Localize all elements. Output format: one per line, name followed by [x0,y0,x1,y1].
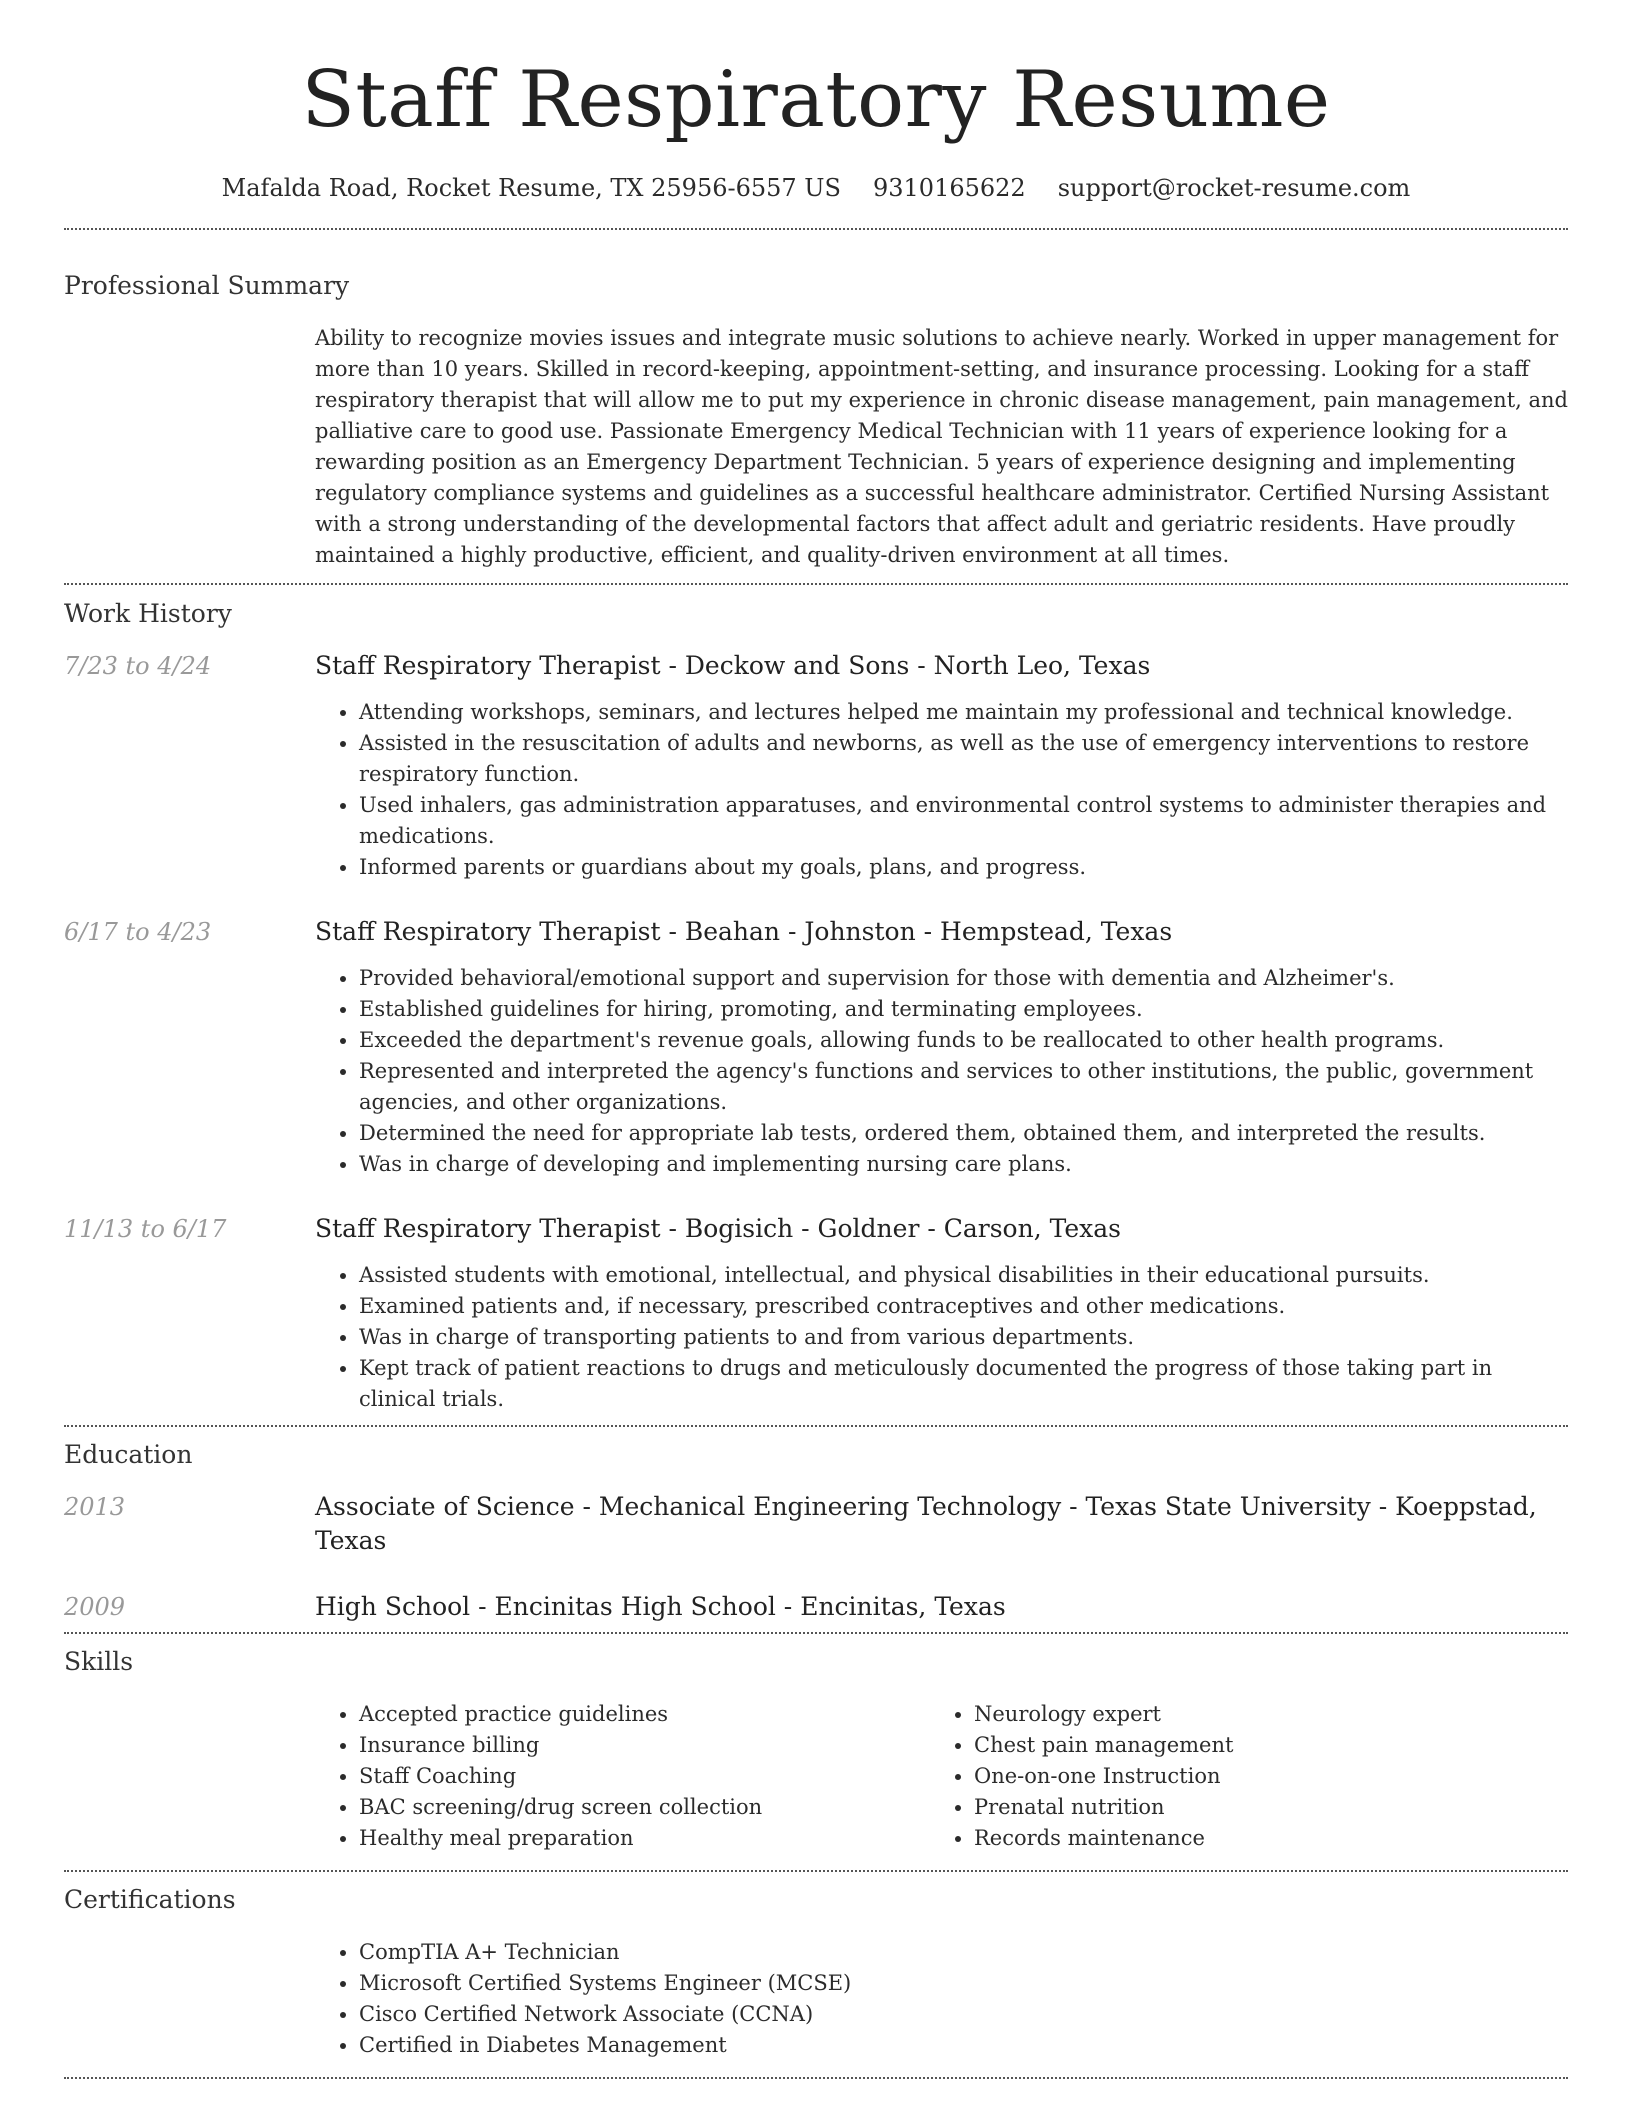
resume-title: Staff Respiratory Resume [301,55,1331,145]
job-bullet: • Kept track of patient reactions to drugs and meticulously documented the progress of those taking part in clinical trials. [359,1353,1568,1415]
certification-item: • CompTIA A+ Technician [359,1937,1568,1968]
certifications-heading: Certifications [64,1885,236,1914]
education-year: 2013 [64,1493,126,1521]
contact-phone: 9310165622 [872,174,1026,202]
certification-item: • Microsoft Certified Systems Engineer (MCSE) [359,1968,1568,1999]
job-bullet: • Used inhalers, gas administration apparatuses, and environmental control systems to administer therapies and medications. [359,790,1568,852]
job-bullet: • Assisted students with emotional, intellectual, and physical disabilities in their educational pursuits. [359,1260,1568,1291]
job-bullet: • Exceeded the department's revenue goals, allowing funds to be reallocated to other health programs. [359,1025,1568,1056]
skill-item: • Neurology expert [974,1699,1545,1730]
job-bullet: • Informed parents or guardians about my goals, plans, and progress. [359,852,1568,883]
job-bullet: • Examined patients and, if necessary, prescribed contraceptives and other medications. [359,1291,1568,1322]
skills-heading: Skills [64,1647,134,1676]
job-bullet: • Was in charge of transporting patients to and from various departments. [359,1322,1568,1353]
skills-section [64,1634,1568,1854]
job-bullets [315,963,1568,1180]
education-heading: Education [64,1440,193,1469]
job-bullet: • Attending workshops, seminars, and lectures helped me maintain my professional and technical knowledge. [359,697,1568,728]
education-section [64,1427,1568,1624]
job-entry [64,649,1568,883]
certification-item: • Cisco Certified Network Associate (CCNA) [359,1999,1568,2030]
education-heading: High School - Encinitas High School - Encinitas, Texas [315,1592,1006,1621]
skill-item: • Staff Coaching [359,1761,930,1792]
skill-item: • One-on-one Instruction [974,1761,1545,1792]
job-heading: Staff Respiratory Therapist - Deckow and Sons - North Leo, Texas [315,651,1151,680]
education-entry [64,1590,1568,1624]
skill-item: • Insurance billing [359,1730,930,1761]
summary-spacer [64,323,315,571]
job-bullets [315,1260,1568,1415]
job-heading: Staff Respiratory Therapist - Beahan - Johnston - Hempstead, Texas [315,917,1173,946]
summary-text: Ability to recognize movies issues and integrate music solutions to achieve nearly. Worked in upper management for more than 10 years. Skilled in record-keeping, appointment-setting, and insurance processing. Looking for a staff respiratory therapist that will allow me to put my experience in chronic disease management, pain management, and palliative care to good use. Passionate Emergency Medical Technician with 11 years of experience looking for a rewarding position as an Emergency Department Technician. 5 years of experience designing and implementing regulatory compliance systems and guidelines as a successful healthcare administrator. Certified Nursing Assistant with a strong understanding of the developmental factors that affect adult and geriatric residents. Have proudly maintained a highly productive, efficient, and quality-driven environment at all times. [315,326,1568,567]
contact-email: support@rocket-resume.com [1057,174,1411,202]
job-list [64,649,1568,1415]
job-entry [64,915,1568,1180]
job-bullet: • Provided behavioral/emotional support and supervision for those with dementia and Alzheimer's. [359,963,1568,994]
education-heading: Associate of Science - Mechanical Engineering Technology - Texas State University - Koeppstad, Texas [315,1492,1537,1555]
job-bullet: • Assisted in the resuscitation of adults and newborns, as well as the use of emergency interventions to restore respiratory function. [359,728,1568,790]
job-dates: 11/13 to 6/17 [64,1215,227,1243]
education-entry [64,1490,1568,1558]
job-bullet: • Represented and interpreted the agency's functions and services to other institutions, the public, government agencies, and other organizations. [359,1056,1568,1118]
job-heading: Staff Respiratory Therapist - Bogisich - Goldner - Carson, Texas [315,1214,1121,1243]
summary-heading: Professional Summary [64,271,350,300]
summary-section [64,230,1568,571]
skills-column-right [930,1699,1545,1854]
skill-item: • Records maintenance [974,1823,1545,1854]
certifications-spacer [64,1937,315,2061]
skills-columns [315,1699,1545,1854]
work-history-heading: Work History [64,599,232,628]
skills-spacer [64,1699,315,1854]
skill-item: • BAC screening/drug screen collection [359,1792,930,1823]
education-year: 2009 [64,1593,126,1621]
job-entry [64,1212,1568,1415]
skill-item: • Healthy meal preparation [359,1823,930,1854]
job-details [315,915,1568,1180]
certifications-section [64,1872,1568,2061]
skills-list-right [930,1699,1545,1854]
job-bullets [315,697,1568,883]
certifications-list [315,1937,1568,2061]
job-bullet: • Established guidelines for hiring, promoting, and terminating employees. [359,994,1568,1025]
resume-header [64,0,1568,202]
skills-list-left [315,1699,930,1854]
job-details [315,1212,1568,1415]
skill-item: • Prenatal nutrition [974,1792,1545,1823]
job-bullet: • Determined the need for appropriate lab tests, ordered them, obtained them, and interpreted the results. [359,1118,1568,1149]
divider [64,2077,1568,2079]
skill-item: • Accepted practice guidelines [359,1699,930,1730]
skills-column-left [315,1699,930,1854]
job-dates: 6/17 to 4/23 [64,918,212,946]
education-list [64,1490,1568,1624]
contact-line [64,174,1568,202]
work-history-section [64,585,1568,1415]
job-bullet: • Was in charge of developing and implementing nursing care plans. [359,1149,1568,1180]
job-details [315,649,1568,883]
job-dates: 7/23 to 4/24 [64,652,212,680]
skill-item: • Chest pain management [974,1730,1545,1761]
contact-address: Mafalda Road, Rocket Resume, TX 25956-6557 US [221,174,841,202]
certification-item: • Certified in Diabetes Management [359,2030,1568,2061]
